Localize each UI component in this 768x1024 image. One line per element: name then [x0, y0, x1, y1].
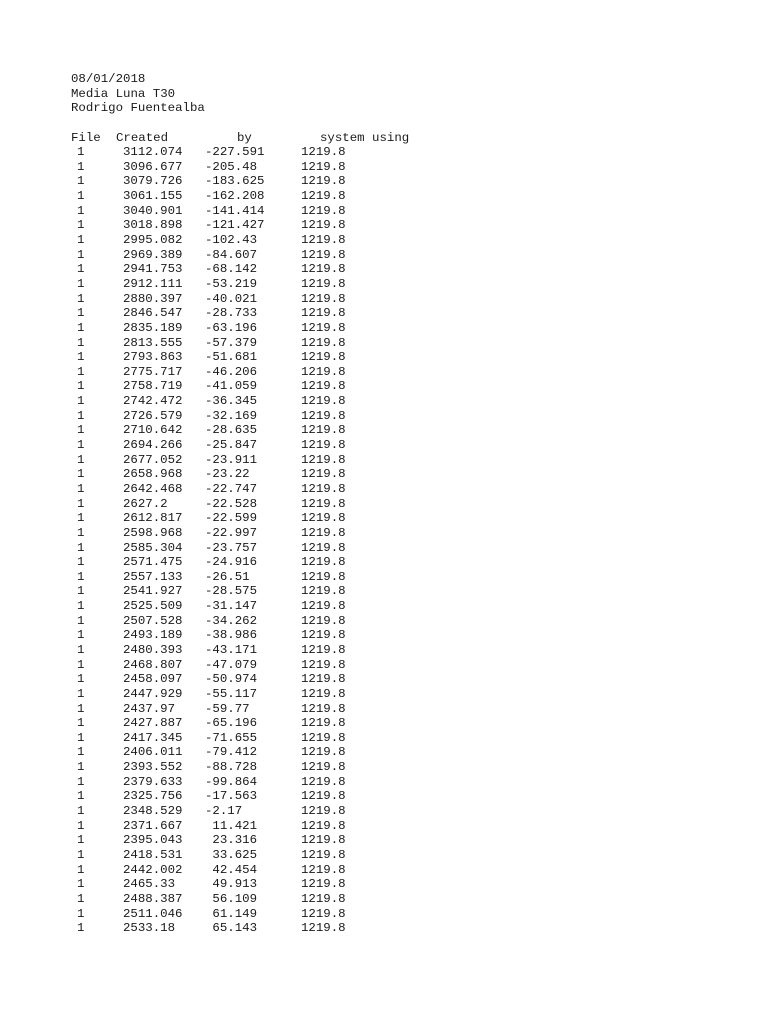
- cell-by: -24.916: [205, 555, 258, 570]
- cell-by: -34.262: [205, 613, 258, 628]
- cell-created: 2493.189: [123, 628, 183, 643]
- cell-file: 1: [77, 233, 85, 248]
- table-row: [71, 613, 346, 629]
- cell-by: -25.847: [205, 438, 258, 453]
- cell-system-using: 1219.8: [301, 233, 346, 248]
- column-header-created: Created: [116, 130, 169, 145]
- cell-system-using: 1219.8: [301, 452, 346, 467]
- table-row: [71, 379, 346, 394]
- cell-created: 2642.468: [123, 481, 183, 496]
- cell-file: 1: [77, 247, 85, 262]
- table-row: [71, 203, 346, 219]
- cell-by: -71.655: [205, 730, 258, 745]
- table-row: [71, 233, 346, 248]
- column-header-by: by: [237, 130, 252, 145]
- cell-created: 2525.509: [123, 599, 183, 614]
- cell-by: 33.625: [205, 847, 258, 862]
- cell-created: 2813.555: [123, 335, 183, 350]
- cell-file: 1: [77, 276, 85, 291]
- cell-by: -88.728: [205, 760, 258, 775]
- cell-file: 1: [77, 364, 85, 379]
- cell-created: 2533.18: [123, 921, 176, 936]
- table-row: [71, 335, 346, 351]
- cell-by: -22.997: [205, 525, 258, 540]
- cell-file: 1: [77, 730, 85, 745]
- cell-by: -205.48: [205, 159, 258, 174]
- cell-by: -46.206: [205, 364, 258, 379]
- cell-file: 1: [77, 599, 85, 614]
- table-row: [71, 394, 346, 409]
- cell-file: 1: [77, 408, 85, 423]
- cell-file: 1: [77, 159, 85, 174]
- cell-file: 1: [77, 394, 85, 409]
- cell-created: 2406.011: [123, 745, 183, 760]
- cell-system-using: 1219.8: [301, 496, 346, 511]
- cell-created: 3096.677: [123, 159, 183, 174]
- cell-created: 3061.155: [123, 189, 183, 204]
- cell-created: 2677.052: [123, 452, 183, 467]
- cell-system-using: 1219.8: [301, 774, 346, 789]
- table-row: [71, 320, 346, 336]
- table-row: [71, 891, 346, 907]
- table-row: [71, 511, 346, 526]
- cell-created: 2507.528: [123, 613, 183, 628]
- cell-created: 2775.717: [123, 364, 183, 379]
- table-row: [71, 276, 346, 292]
- cell-system-using: 1219.8: [301, 906, 346, 921]
- cell-by: 61.149: [205, 906, 258, 921]
- cell-file: 1: [77, 306, 85, 321]
- cell-file: 1: [77, 496, 85, 511]
- cell-by: -63.196: [205, 320, 258, 335]
- cell-created: 3112.074: [123, 145, 183, 160]
- cell-created: 2710.642: [123, 423, 183, 438]
- cell-created: 2846.547: [123, 306, 183, 321]
- cell-file: 1: [77, 569, 85, 584]
- cell-created: 2427.887: [123, 716, 183, 731]
- cell-system-using: 1219.8: [301, 804, 346, 819]
- cell-by: -28.733: [205, 306, 258, 321]
- cell-by: 65.143: [205, 921, 258, 936]
- cell-file: 1: [77, 467, 85, 482]
- cell-file: 1: [77, 452, 85, 467]
- cell-file: 1: [77, 672, 85, 687]
- document-date: 08/01/2018: [71, 72, 146, 86]
- table-row: [71, 906, 346, 922]
- cell-system-using: 1219.8: [301, 306, 346, 321]
- cell-system-using: 1219.8: [301, 760, 346, 775]
- cell-file: 1: [77, 642, 85, 657]
- cell-created: 2612.817: [123, 511, 183, 526]
- cell-by: -50.974: [205, 672, 258, 687]
- cell-file: 1: [77, 906, 85, 921]
- cell-system-using: 1219.8: [301, 467, 346, 482]
- cell-by: 42.454: [205, 862, 258, 877]
- table-row: [71, 584, 346, 599]
- cell-created: 2379.633: [123, 774, 183, 789]
- cell-by: -22.599: [205, 511, 258, 526]
- table-row: [71, 862, 346, 878]
- cell-file: 1: [77, 818, 85, 833]
- cell-created: 2371.667: [123, 818, 183, 833]
- cell-by: -26.51: [205, 569, 250, 584]
- spacer: [71, 116, 205, 131]
- cell-system-using: 1219.8: [301, 408, 346, 423]
- cell-system-using: 1219.8: [301, 320, 346, 335]
- cell-system-using: 1219.8: [301, 716, 346, 731]
- table-row: [71, 642, 346, 658]
- table-row: [71, 408, 346, 424]
- cell-file: 1: [77, 335, 85, 350]
- cell-by: -32.169: [205, 408, 258, 423]
- cell-created: 2912.111: [123, 276, 183, 291]
- column-header-file: File: [71, 130, 101, 145]
- column-header-system-using: system using: [320, 130, 410, 145]
- cell-system-using: 1219.8: [301, 174, 346, 189]
- table-row: [71, 599, 346, 614]
- cell-created: 2557.133: [123, 569, 183, 584]
- cell-system-using: 1219.8: [301, 862, 346, 877]
- cell-system-using: 1219.8: [301, 599, 346, 614]
- cell-by: -59.77: [205, 701, 250, 716]
- table-row: [71, 364, 346, 380]
- table-row: [71, 262, 346, 277]
- cell-created: 2726.579: [123, 408, 183, 423]
- cell-file: 1: [77, 891, 85, 906]
- table-row: [71, 730, 346, 746]
- cell-file: 1: [77, 203, 85, 218]
- cell-file: 1: [77, 438, 85, 453]
- table-row: [71, 350, 346, 365]
- cell-created: 2488.387: [123, 891, 183, 906]
- cell-file: 1: [77, 760, 85, 775]
- cell-system-using: 1219.8: [301, 730, 346, 745]
- cell-by: 56.109: [205, 891, 258, 906]
- table-row: [71, 452, 346, 468]
- cell-system-using: 1219.8: [301, 540, 346, 555]
- cell-file: 1: [77, 218, 85, 233]
- cell-file: 1: [77, 804, 85, 819]
- cell-system-using: 1219.8: [301, 247, 346, 262]
- cell-system-using: 1219.8: [301, 525, 346, 540]
- cell-created: 2468.807: [123, 657, 183, 672]
- cell-file: 1: [77, 350, 85, 365]
- cell-created: 2395.043: [123, 833, 183, 848]
- cell-by: 49.913: [205, 877, 258, 892]
- cell-by: -40.021: [205, 291, 258, 306]
- cell-by: -38.986: [205, 628, 258, 643]
- table-row: [71, 628, 346, 643]
- cell-file: 1: [77, 686, 85, 701]
- cell-created: 2880.397: [123, 291, 183, 306]
- cell-created: 2447.929: [123, 686, 183, 701]
- cell-by: -55.117: [205, 686, 258, 701]
- cell-system-using: 1219.8: [301, 335, 346, 350]
- table-header: [71, 130, 410, 146]
- table-row: [71, 174, 346, 189]
- cell-by: -22.528: [205, 496, 258, 511]
- table-row: [71, 467, 346, 482]
- cell-system-using: 1219.8: [301, 672, 346, 687]
- cell-file: 1: [77, 716, 85, 731]
- cell-system-using: 1219.8: [301, 555, 346, 570]
- cell-created: 2417.345: [123, 730, 183, 745]
- cell-file: 1: [77, 320, 85, 335]
- cell-created: 2742.472: [123, 394, 183, 409]
- cell-system-using: 1219.8: [301, 877, 346, 892]
- cell-created: 2969.389: [123, 247, 183, 262]
- table-row: [71, 921, 346, 936]
- cell-by: -23.757: [205, 540, 258, 555]
- table-row: [71, 189, 346, 204]
- cell-created: 2658.968: [123, 467, 183, 482]
- table-row: [71, 774, 346, 790]
- cell-system-using: 1219.8: [301, 350, 346, 365]
- table-row: [71, 145, 346, 160]
- table-row: [71, 525, 346, 541]
- project-name: Media Luna T30: [71, 86, 176, 101]
- table-row: [71, 657, 346, 673]
- cell-system-using: 1219.8: [301, 613, 346, 628]
- cell-system-using: 1219.8: [301, 745, 346, 760]
- cell-system-using: 1219.8: [301, 203, 346, 218]
- table-row: [71, 818, 346, 834]
- cell-system-using: 1219.8: [301, 847, 346, 862]
- cell-by: -227.591: [205, 145, 265, 160]
- cell-by: -2.17: [205, 804, 243, 819]
- cell-by: -36.345: [205, 394, 258, 409]
- cell-system-using: 1219.8: [301, 642, 346, 657]
- cell-by: -47.079: [205, 657, 258, 672]
- table-body: [71, 145, 346, 936]
- cell-by: -41.059: [205, 379, 258, 394]
- cell-by: -23.22: [205, 467, 250, 482]
- cell-system-using: 1219.8: [301, 145, 346, 160]
- cell-by: -51.681: [205, 350, 258, 365]
- table-row: [71, 833, 346, 848]
- cell-created: 2758.719: [123, 379, 183, 394]
- table-row: [71, 159, 346, 175]
- table-row: [71, 423, 346, 438]
- cell-by: -102.43: [205, 233, 258, 248]
- cell-system-using: 1219.8: [301, 701, 346, 716]
- table-row: [71, 686, 346, 702]
- cell-by: -68.142: [205, 262, 258, 277]
- cell-created: 2458.097: [123, 672, 183, 687]
- cell-file: 1: [77, 628, 85, 643]
- cell-system-using: 1219.8: [301, 584, 346, 599]
- table-row: [71, 789, 346, 804]
- cell-by: -99.864: [205, 774, 258, 789]
- cell-created: 2541.927: [123, 584, 183, 599]
- cell-file: 1: [77, 745, 85, 760]
- cell-system-using: 1219.8: [301, 833, 346, 848]
- cell-system-using: 1219.8: [301, 364, 346, 379]
- cell-by: -79.412: [205, 745, 258, 760]
- document-page: [71, 72, 410, 936]
- cell-by: -23.911: [205, 452, 258, 467]
- cell-system-using: 1219.8: [301, 394, 346, 409]
- cell-created: 2598.968: [123, 525, 183, 540]
- cell-file: 1: [77, 789, 85, 804]
- cell-file: 1: [77, 262, 85, 277]
- cell-file: 1: [77, 540, 85, 555]
- cell-file: 1: [77, 189, 85, 204]
- cell-file: 1: [77, 613, 85, 628]
- cell-created: 2465.33: [123, 877, 176, 892]
- table-row: [71, 877, 346, 892]
- cell-created: 2325.756: [123, 789, 183, 804]
- cell-by: -53.219: [205, 276, 258, 291]
- cell-created: 2995.082: [123, 233, 183, 248]
- cell-file: 1: [77, 511, 85, 526]
- cell-created: 2437.97: [123, 701, 176, 716]
- table-row: [71, 496, 346, 512]
- table-row: [71, 540, 346, 556]
- cell-by: 23.316: [205, 833, 258, 848]
- cell-created: 3018.898: [123, 218, 183, 233]
- cell-created: 2480.393: [123, 642, 183, 657]
- cell-file: 1: [77, 525, 85, 540]
- cell-created: 3079.726: [123, 174, 183, 189]
- table-row: [71, 291, 346, 307]
- table-row: [71, 760, 346, 775]
- cell-file: 1: [77, 833, 85, 848]
- cell-file: 1: [77, 877, 85, 892]
- cell-created: 2835.189: [123, 320, 183, 335]
- cell-by: -28.575: [205, 584, 258, 599]
- cell-system-using: 1219.8: [301, 511, 346, 526]
- cell-file: 1: [77, 379, 85, 394]
- cell-system-using: 1219.8: [301, 628, 346, 643]
- table-row: [71, 847, 346, 863]
- cell-by: -17.563: [205, 789, 258, 804]
- cell-system-using: 1219.8: [301, 262, 346, 277]
- cell-created: 2941.753: [123, 262, 183, 277]
- cell-system-using: 1219.8: [301, 891, 346, 906]
- cell-created: 2442.002: [123, 862, 183, 877]
- cell-by: -84.607: [205, 247, 258, 262]
- table-row: [71, 306, 346, 321]
- author-name: Rodrigo Fuentealba: [71, 101, 205, 116]
- cell-system-using: 1219.8: [301, 481, 346, 496]
- cell-system-using: 1219.8: [301, 189, 346, 204]
- cell-by: -141.414: [205, 203, 265, 218]
- table-row: [71, 701, 346, 717]
- cell-file: 1: [77, 862, 85, 877]
- cell-system-using: 1219.8: [301, 423, 346, 438]
- cell-by: -121.427: [205, 218, 265, 233]
- cell-system-using: 1219.8: [301, 657, 346, 672]
- cell-created: 2418.531: [123, 847, 183, 862]
- cell-system-using: 1219.8: [301, 789, 346, 804]
- table-row: [71, 438, 346, 453]
- cell-by: -183.625: [205, 174, 265, 189]
- table-row: [71, 672, 346, 687]
- cell-by: 11.421: [205, 818, 258, 833]
- cell-file: 1: [77, 774, 85, 789]
- cell-system-using: 1219.8: [301, 159, 346, 174]
- cell-created: 2694.266: [123, 438, 183, 453]
- cell-by: -43.171: [205, 642, 258, 657]
- cell-created: 2585.304: [123, 540, 183, 555]
- cell-file: 1: [77, 481, 85, 496]
- cell-system-using: 1219.8: [301, 569, 346, 584]
- cell-file: 1: [77, 584, 85, 599]
- cell-by: -57.379: [205, 335, 258, 350]
- table-row: [71, 745, 346, 760]
- table-row: [71, 569, 346, 585]
- cell-by: -22.747: [205, 481, 258, 496]
- table-row: [71, 716, 346, 731]
- cell-file: 1: [77, 847, 85, 862]
- table-row: [71, 247, 346, 263]
- cell-by: -162.208: [205, 189, 265, 204]
- cell-file: 1: [77, 555, 85, 570]
- cell-created: 2393.552: [123, 760, 183, 775]
- cell-system-using: 1219.8: [301, 276, 346, 291]
- cell-file: 1: [77, 291, 85, 306]
- cell-file: 1: [77, 701, 85, 716]
- table-row: [71, 555, 346, 570]
- cell-file: 1: [77, 657, 85, 672]
- cell-system-using: 1219.8: [301, 291, 346, 306]
- cell-created: 2793.863: [123, 350, 183, 365]
- cell-by: -28.635: [205, 423, 258, 438]
- cell-system-using: 1219.8: [301, 818, 346, 833]
- table-row: [71, 218, 346, 233]
- table-row: [71, 804, 346, 819]
- cell-system-using: 1219.8: [301, 379, 346, 394]
- cell-file: 1: [77, 145, 85, 160]
- cell-file: 1: [77, 174, 85, 189]
- cell-file: 1: [77, 921, 85, 936]
- cell-by: -31.147: [205, 599, 258, 614]
- cell-by: -65.196: [205, 716, 258, 731]
- cell-created: 2511.046: [123, 906, 183, 921]
- cell-created: 2571.475: [123, 555, 183, 570]
- cell-created: 2348.529: [123, 804, 183, 819]
- cell-created: 3040.901: [123, 203, 183, 218]
- cell-system-using: 1219.8: [301, 218, 346, 233]
- cell-file: 1: [77, 423, 85, 438]
- cell-system-using: 1219.8: [301, 921, 346, 936]
- cell-system-using: 1219.8: [301, 686, 346, 701]
- cell-created: 2627.2: [123, 496, 168, 511]
- cell-system-using: 1219.8: [301, 438, 346, 453]
- table-row: [71, 481, 346, 497]
